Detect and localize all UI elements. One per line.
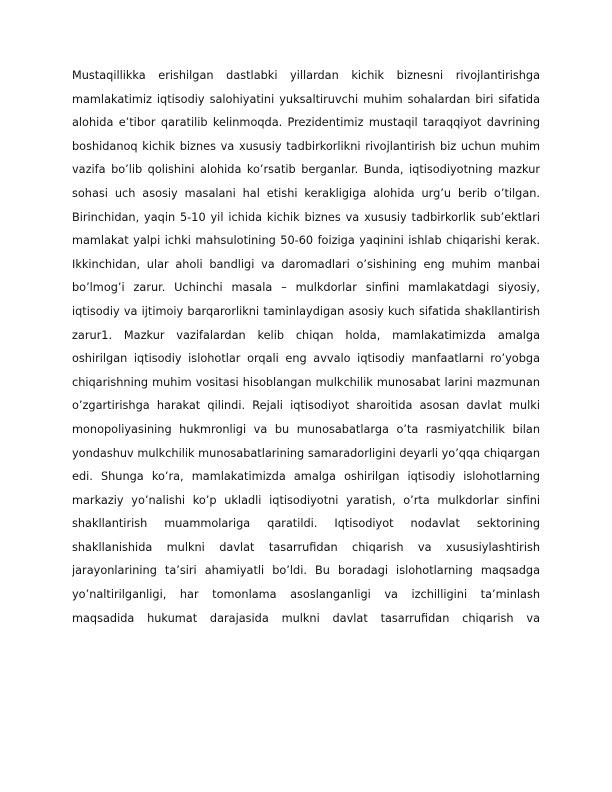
- text-line: yo’naltirilganligi, har tomonlama asoslanganligi va izchilligini ta’minlash: [72, 588, 540, 602]
- text-line: shakllantirish muammolariga qaratildi. Iqtisodiyot nodavlat sektorining: [72, 517, 540, 531]
- text-line: Birinchidan, yaqin 5-10 yil ichida kichik biznes va xususiy tadbirkorlik sub’ektlari: [72, 210, 540, 224]
- text-line: yondashuv mulkchilik munosabatlarining samaradorligini deyarli yo’qqa chiqargan: [72, 446, 540, 460]
- text-line: chiqarishning muhim vositasi hisoblangan mulkchilik munosabat larini mazmunan: [72, 375, 540, 389]
- text-line: Ikkinchidan, ular aholi bandligi va daromadlari o’sishining eng muhim manbai: [72, 257, 540, 271]
- text-line: boshidanoq kichik biznes va xususiy tadbirkorlikni rivojlantirish biz uchun muhim: [72, 139, 540, 153]
- body-paragraph: [72, 64, 540, 630]
- text-line: alohida e’tibor qaratilib kelinmoqda. Prezidentimiz mustaqil taraqqiyot davrining: [72, 116, 540, 130]
- text-line: jarayonlarining ta’siri ahamiyatli bo’ldi. Bu boradagi islohotlarning maqsadga: [72, 564, 540, 578]
- text-line: sohasi uch asosiy masalani hal etishi kerakligiga alohida urg’u berib o’tilgan.: [72, 186, 540, 200]
- text-line: markaziy yo’nalishi ko’p ukladli iqtisodiyotni yaratish, o’rta mulkdorlar sinfini: [72, 493, 540, 507]
- text-line: vazifa bo’lib qolishini alohida ko’rsatib berganlar. Bunda, iqtisodiyotning mazkur: [72, 163, 540, 177]
- text-line: mamlakatimiz iqtisodiy salohiyatini yuksaltiruvchi muhim sohalardan biri sifatida: [72, 92, 540, 106]
- text-line: bo’lmog’i zarur. Uchinchi masala – mulkdorlar sinfini mamlakatdagi siyosiy,: [72, 281, 540, 295]
- text-line: monopoliyasining hukmronligi va bu munosabatlarga o’ta rasmiyatchilik bilan: [72, 422, 540, 436]
- text-line: Mustaqillikka erishilgan dastlabki yillardan kichik biznesni rivojlantirishga: [72, 69, 540, 82]
- text-line: maqsadida hukumat darajasida mulkni davlat tasarrufidan chiqarish va: [72, 611, 540, 625]
- text-line: mamlakat yalpi ichki mahsulotining 50-60 foiziga yaqinini ishlab chiqarishi kerak.: [72, 234, 540, 248]
- text-line: edi. Shunga ko’ra, mamlakatimizda amalga oshirilgan iqtisodiy islohotlarning: [72, 470, 540, 484]
- text-line: zarur1. Mazkur vazifalardan kelib chiqan holda, mamlakatimizda amalga: [72, 328, 540, 342]
- text-line: iqtisodiy va ijtimoiy barqarorlikni taminlaydigan asosiy kuch sifatida shakllantirish: [72, 304, 540, 318]
- text-line: shakllanishida mulkni davlat tasarrufidan chiqarish va xususiylashtirish: [72, 540, 540, 554]
- text-line: o’zgartirishga harakat qilindi. Rejali iqtisodiyot sharoitida asosan davlat mulki: [72, 399, 540, 413]
- text-line: oshirilgan iqtisodiy islohotlar orqali eng avvalo iqtisodiy manfaatlarni ro’yobga: [72, 352, 540, 366]
